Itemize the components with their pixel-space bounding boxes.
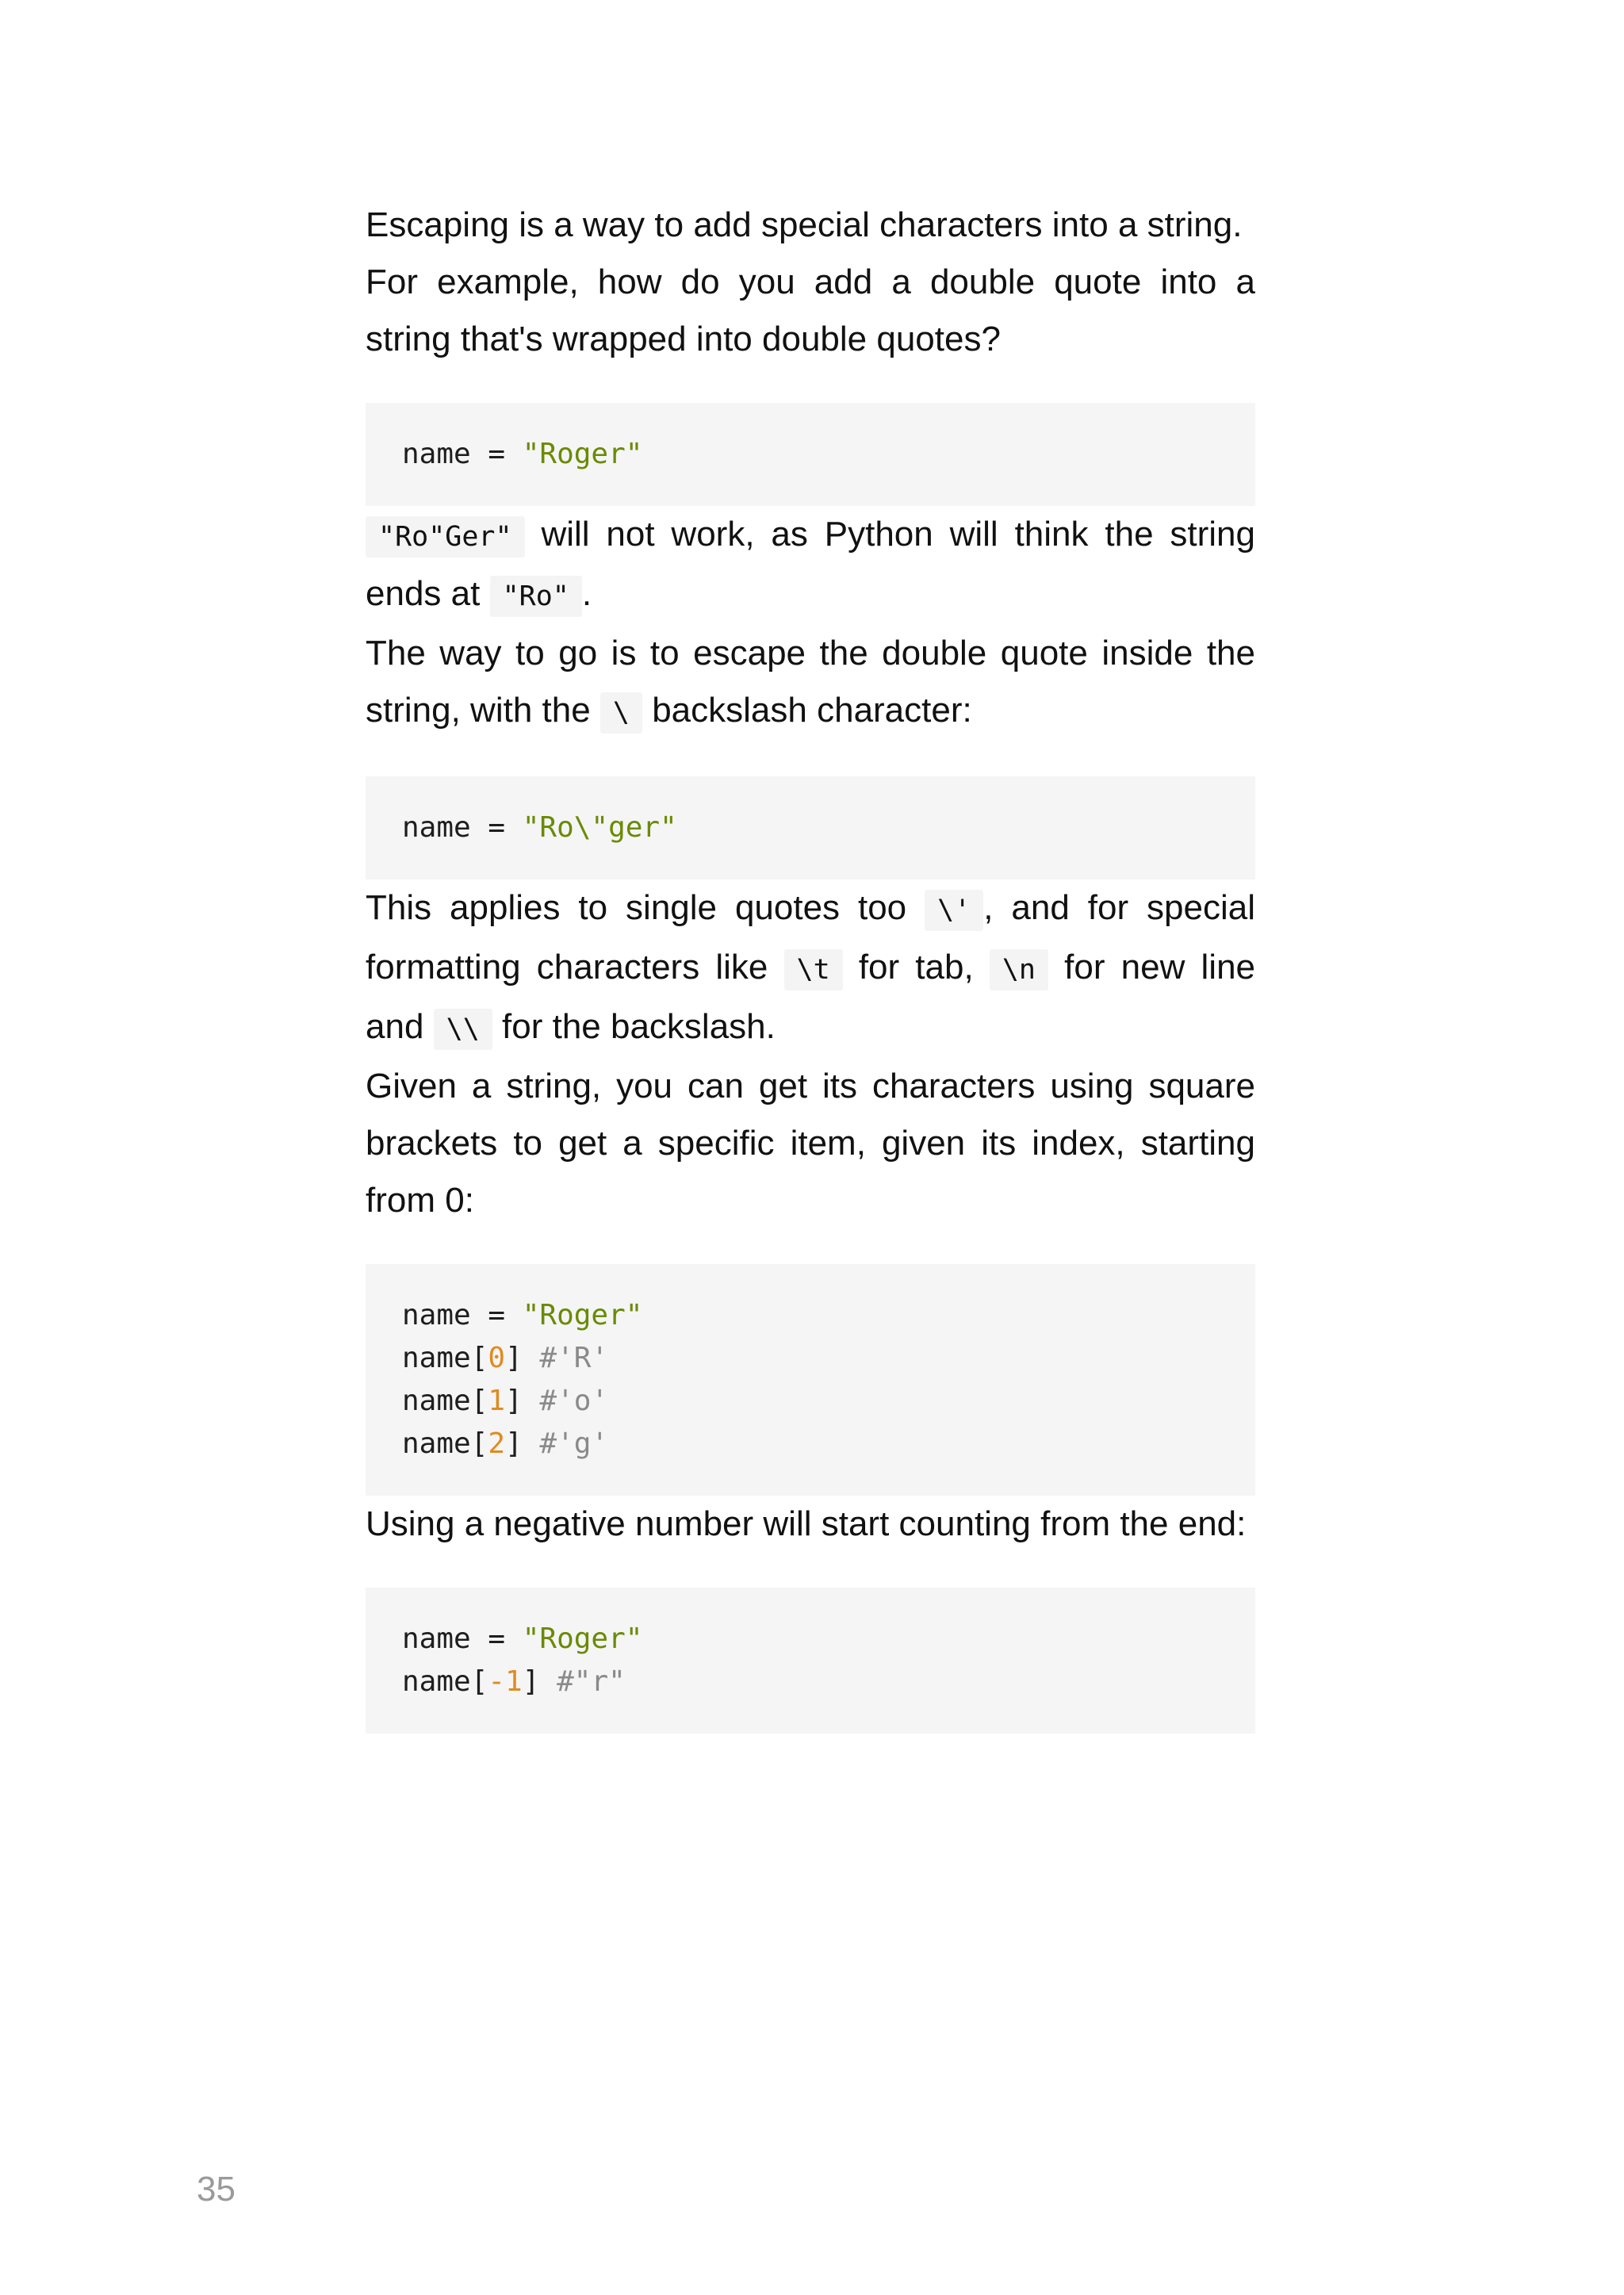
paragraph-text: .	[581, 574, 592, 613]
code-text: ]	[505, 1385, 540, 1417]
code-number: 2	[488, 1427, 506, 1460]
code-string: "Ro\"ger"	[522, 811, 677, 844]
inline-code-double-backslash: \\	[434, 1009, 492, 1050]
code-text: name[	[402, 1342, 488, 1374]
code-number: 1	[488, 1385, 506, 1417]
paragraph-text: for tab,	[842, 948, 990, 987]
code-text: ]	[505, 1342, 540, 1374]
inline-code-backslash: \	[600, 692, 642, 734]
inline-code-single-quote: \'	[925, 890, 983, 931]
code-text: name[	[402, 1665, 488, 1698]
code-block-name-roger	[366, 403, 1255, 506]
code-text: name[	[402, 1385, 488, 1417]
paragraph-negative-index: Using a negative number will start counting from the end:	[366, 1504, 1247, 1543]
inline-code-newline: \n	[990, 949, 1048, 990]
code-block-negative-index	[366, 1588, 1255, 1734]
code-text: name =	[402, 811, 523, 844]
paragraph-escaping-intro: Escaping is a way to add special characters into a string.	[366, 205, 1243, 244]
paragraph-text: The way to go is to escape the double quote inside the string, with the	[366, 634, 1255, 730]
code-block-escaped-quote	[366, 776, 1255, 879]
inline-code-ro: "Ro"	[490, 576, 582, 617]
code-comment: #'o'	[539, 1385, 609, 1417]
code-text: name =	[402, 1299, 523, 1331]
code-string: "Roger"	[522, 438, 643, 470]
code-text: name =	[402, 438, 523, 470]
paragraph-wont-work	[366, 506, 1255, 625]
inline-code-roger-broken: "Ro"Ger"	[366, 516, 525, 557]
code-number: -1	[488, 1665, 523, 1698]
paragraph-indexing: Given a string, you can get its characters using square brackets to get a specific item, given its index, starting from 0:	[366, 1067, 1255, 1220]
code-text: ]	[505, 1427, 540, 1460]
code-block-indexing	[366, 1264, 1255, 1496]
paragraph-text: This applies to single quotes too	[366, 888, 925, 927]
page-content	[366, 197, 1255, 1734]
paragraph-text: backslash character:	[642, 691, 972, 730]
code-number: 0	[488, 1342, 506, 1374]
code-comment: #'R'	[539, 1342, 609, 1374]
inline-code-tab: \t	[784, 949, 843, 990]
code-string: "Roger"	[522, 1299, 643, 1331]
paragraph-escape-backslash	[366, 625, 1255, 741]
code-text: ]	[522, 1665, 557, 1698]
page-number: 35	[197, 2170, 236, 2209]
code-comment: #'g'	[539, 1427, 609, 1460]
paragraph-text: will not work, as Python will think the string ends at	[366, 515, 1255, 613]
code-text: name[	[402, 1427, 488, 1460]
paragraph-text: , and for special formatting characters like	[366, 888, 1255, 987]
paragraph-text: for new line and	[366, 948, 1256, 1046]
paragraph-double-quote-example: For example, how do you add a double quote into a string that's wrapped into double quotes?	[366, 262, 1255, 358]
code-comment: #"r"	[557, 1665, 626, 1698]
paragraph-text: for the backslash.	[492, 1007, 776, 1046]
code-text: name =	[402, 1623, 523, 1655]
paragraph-special-characters	[366, 879, 1255, 1058]
code-string: "Roger"	[522, 1623, 643, 1655]
